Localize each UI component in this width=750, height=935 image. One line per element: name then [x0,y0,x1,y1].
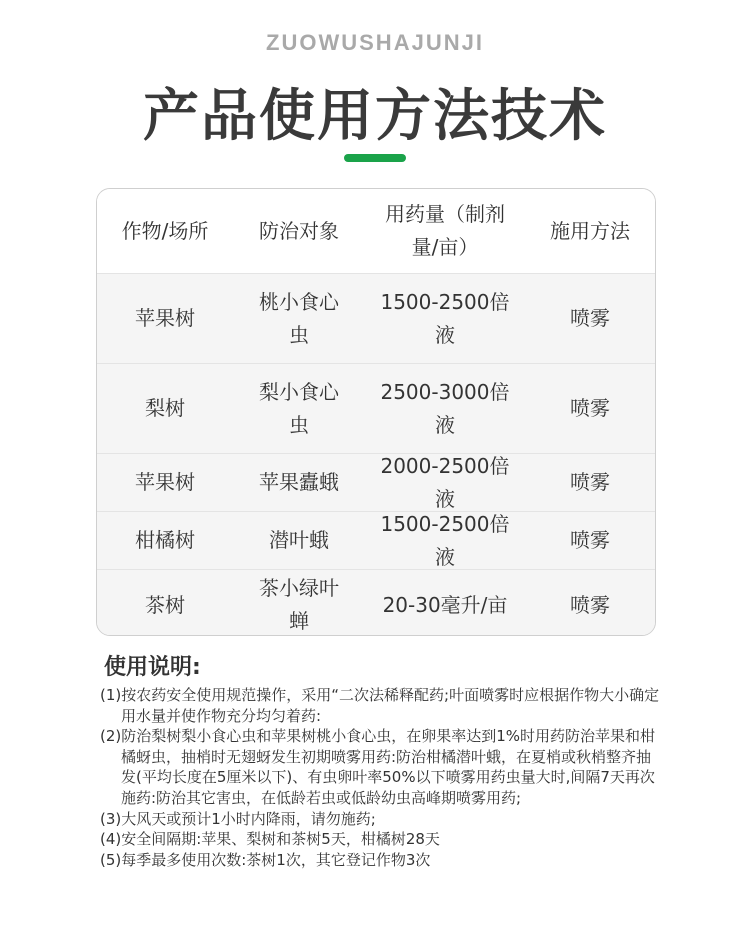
usage-note: (5)每季最多使用次数:茶树1次，其它登记作物3次 [100,850,431,869]
table-row [97,512,655,570]
cell-target-text: 梨小食心虫 [259,379,339,437]
column-header-crop: 作物/场所 [121,218,209,243]
page-title: 产品使用方法技术 [143,84,607,149]
cell-dosage: 20-30毫升/亩 [382,592,508,617]
title-accent-bar [344,154,406,162]
cell-target [233,274,365,363]
cell-crop: 茶树 [145,592,185,617]
cell-crop: 苹果树 [135,470,195,494]
cell-dosage: 1500-2500倍液 [380,289,510,347]
usage-note: (4)安全间隔期:苹果、梨树和茶树5天，柑橘树28天 [100,830,440,849]
cell-crop: 柑橘树 [135,528,195,552]
table-header-row [97,189,655,274]
table-row [97,274,655,364]
usage-table [96,188,656,636]
cell-crop: 梨树 [145,396,185,420]
table-row [97,364,655,454]
cell-method: 喷雾 [570,528,610,552]
table-row [97,454,655,512]
column-header-dosage: 用药量（制剂量/亩） [385,202,505,259]
cell-crop: 苹果树 [135,306,195,330]
usage-note: (1)按农药安全使用规范操作，采用“二次法稀释配药;叶面喷雾时应根据作物大小确定用水量并使作物充分均匀着药: [100,686,660,725]
usage-note: (2)防治梨树梨小食心虫和苹果树桃小食心虫，在卵果率达到1%时用药防治苹果和柑橘蚜虫，抽梢时无翅蚜发生初期喷雾用药:防治柑橘潜叶蛾，在夏梢或秋梢整齐抽发(平均长度在5厘米以下)、有虫卵叶率50%以下喷雾用药虫量大时,间隔7天再次施药:防治其它害虫，在低龄若虫或低龄幼虫高峰期喷雾用药; [100,727,656,807]
cell-target-text: 桃小食心虫 [259,289,339,347]
usage-notes [100,685,660,870]
cell-dosage: 2000-2500倍液 [380,453,510,511]
page-subtitle: ZUOWUSHAJUNJI [266,30,484,55]
cell-dosage: 2500-3000倍液 [380,379,510,437]
cell-method: 喷雾 [570,396,610,420]
cell-target: 潜叶蛾 [269,528,329,552]
usage-note: (3)大风天或预计1小时内降雨，请勿施药; [100,809,376,828]
column-header-method: 施用方法 [550,218,630,243]
cell-target [233,364,365,453]
column-header-target: 防治对象 [259,218,339,243]
cell-method: 喷雾 [570,592,610,617]
cell-dosage: 1500-2500倍液 [380,511,510,569]
table-row [97,570,655,636]
cell-method: 喷雾 [570,306,610,330]
cell-target: 苹果蠹蛾 [259,470,339,494]
usage-notes-title: 使用说明: [104,655,201,680]
cell-target [233,570,365,636]
cell-target-text: 茶小绿叶蝉 [259,576,339,633]
cell-method: 喷雾 [570,470,610,494]
